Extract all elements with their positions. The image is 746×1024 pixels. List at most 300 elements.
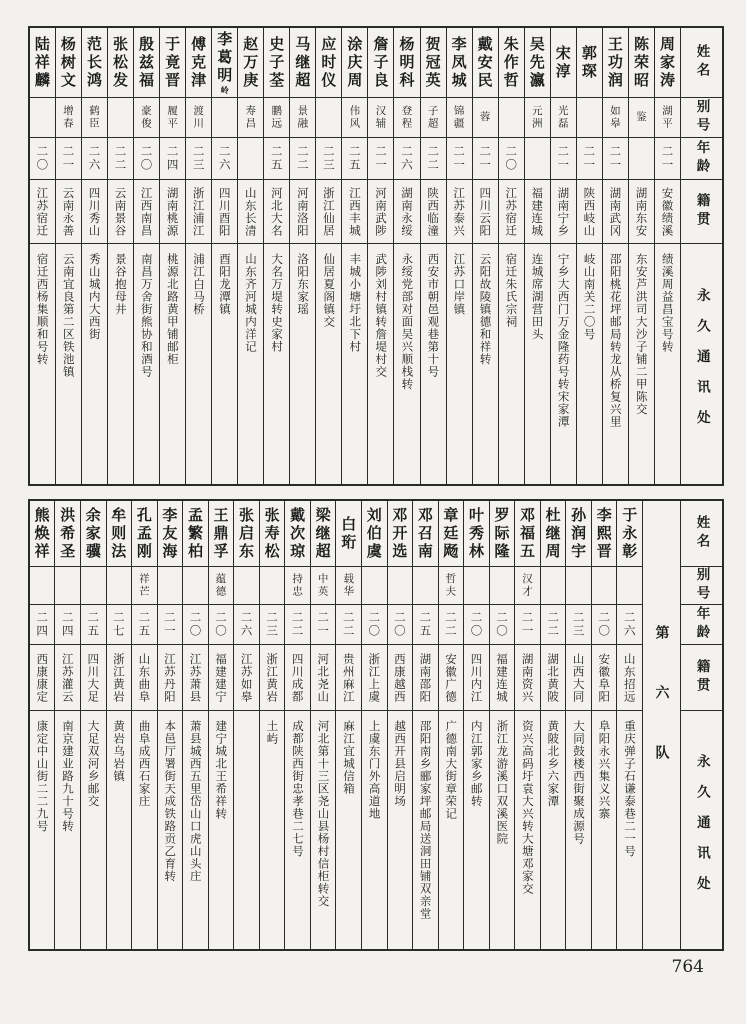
person-origin: 四川内江 (464, 645, 489, 711)
person-column (157, 501, 183, 949)
person-alias: 子超 (421, 98, 446, 138)
person-name: 章廷飏 (439, 501, 464, 567)
person-alias (212, 98, 237, 138)
person-origin: 河北尧山 (311, 645, 336, 711)
person-address: 连城席湖营田头 (530, 253, 545, 341)
person-alias (30, 567, 55, 605)
person-name: 王鼎孚 (209, 501, 234, 567)
person-column (393, 28, 419, 484)
person-address: 酉阳龙潭镇 (218, 253, 232, 316)
person-name: 周家涛 (655, 28, 680, 98)
person-name: 叶秀林 (464, 501, 489, 567)
person-column (438, 501, 464, 949)
person-column (131, 501, 157, 949)
person-origin: 安徽广德 (439, 645, 464, 711)
header-address-label: 永久通讯处 (693, 753, 710, 907)
person-age: 二三 (186, 138, 211, 180)
person-age: 二〇 (134, 138, 159, 180)
person-column (208, 501, 234, 949)
person-name: 邓福五 (515, 501, 540, 567)
person-name: 贺冠英 (421, 28, 446, 98)
roster-table-top (28, 26, 724, 486)
person-address: 绩溪周益昌宝号转 (660, 253, 675, 353)
person-address: 广德南大街章荣记 (444, 720, 459, 820)
person-address: 大足双河乡邮交 (86, 720, 101, 808)
person-alias: 渡川 (186, 98, 211, 138)
person-origin: 浙江上虞 (362, 645, 387, 711)
person-alias: 如皋 (603, 98, 628, 138)
person-origin: 贵州麻江 (336, 645, 361, 711)
person-column (463, 501, 489, 949)
person-age: 二四 (160, 138, 185, 180)
person-age: 二二 (290, 138, 315, 180)
person-name: 张寿松 (260, 501, 285, 567)
person-origin: 湖北黄陂 (541, 645, 566, 711)
header-origin-label: 籍贯 (681, 645, 722, 711)
person-address: 曲阜成西石家庄 (137, 720, 152, 808)
person-origin: 河南武陟 (368, 180, 393, 244)
person-column (211, 28, 237, 484)
person-alias (388, 567, 413, 605)
person-name: 熊焕祥 (30, 501, 55, 567)
person-name: 杜继周 (541, 501, 566, 567)
person-origin: 江苏宿迁 (30, 180, 55, 244)
person-alias (490, 567, 515, 605)
person-age: 二六 (212, 138, 237, 180)
person-column (233, 501, 259, 949)
person-origin: 江苏泰兴 (447, 180, 472, 244)
person-name: 洪希圣 (55, 501, 80, 567)
person-alias (413, 567, 438, 605)
person-column (55, 28, 81, 484)
person-name: 陆祥麟 (30, 28, 55, 98)
person-address: 云阳故陵镇德和祥转 (478, 253, 493, 366)
person-alias: 汉才 (515, 567, 540, 605)
person-origin: 浙江仙居 (316, 180, 341, 244)
person-alias: 哲夫 (439, 567, 464, 605)
person-column (310, 501, 336, 949)
person-address: 大同鼓楼西街聚成源号 (571, 720, 586, 845)
person-age: 二〇 (209, 605, 234, 645)
person-address: 东安芦洪司大沙子铺二甲陈交 (634, 253, 649, 416)
person-column (159, 28, 185, 484)
person-column (540, 501, 566, 949)
header-age-label: 年龄 (681, 138, 722, 180)
person-origin: 浙江黄岩 (260, 645, 285, 711)
person-alias: 祥芒 (132, 567, 157, 605)
person-alias: 鹏远 (264, 98, 289, 138)
person-name: 史子荃 (264, 28, 289, 98)
person-age: 二二 (439, 605, 464, 645)
person-age: 二〇 (464, 605, 489, 645)
person-alias (362, 567, 387, 605)
person-alias: 豪俊 (134, 98, 159, 138)
person-alias (183, 567, 208, 605)
person-name: 涂庆周 (342, 28, 367, 98)
person-name: 于竟晋 (160, 28, 185, 98)
person-address: 武陟刘村镇转詹堤村交 (374, 253, 389, 378)
person-name: 杨明科 (394, 28, 419, 98)
person-column (335, 501, 361, 949)
person-name: 戴次琼 (285, 501, 310, 567)
person-age: 二六 (394, 138, 419, 180)
person-age: 二一 (551, 138, 576, 180)
person-name: 杨树文 (56, 28, 81, 98)
person-origin: 福建连城 (525, 180, 550, 244)
person-column (367, 28, 393, 484)
person-column (591, 501, 617, 949)
person-address: 西安市朝邑观巷第十号 (426, 253, 441, 378)
person-origin: 河南洛阳 (290, 180, 315, 244)
person-column (576, 28, 602, 484)
person-name: 刘伯虞 (362, 501, 387, 567)
person-column (387, 501, 413, 949)
person-column (289, 28, 315, 484)
person-name: 张松发 (108, 28, 133, 98)
person-column (182, 501, 208, 949)
person-age: 二一 (655, 138, 680, 180)
person-age: 二三 (566, 605, 591, 645)
person-column (412, 501, 438, 949)
person-alias: 湖平 (655, 98, 680, 138)
person-origin: 江苏萧县 (183, 645, 208, 711)
person-address: 永绥党部对面吴兴顺栈转 (400, 253, 415, 391)
person-age: 二〇 (30, 138, 55, 180)
person-address: 云南宜良第二区铁池镇 (61, 253, 76, 378)
person-address: 建宁城北王希祥转 (214, 720, 229, 820)
person-age: 二〇 (362, 605, 387, 645)
person-alias (158, 567, 183, 605)
person-address: 萧县城西五里岱山口虎山头庄 (188, 720, 203, 883)
person-alias (566, 567, 591, 605)
person-origin: 山东长清 (238, 180, 263, 244)
person-column (54, 501, 80, 949)
person-name: 孙润宇 (566, 501, 591, 567)
person-alias (592, 567, 617, 605)
header-name-label: 姓名 (681, 28, 722, 98)
person-alias: 登程 (394, 98, 419, 138)
person-origin: 江西丰城 (342, 180, 367, 244)
person-origin: 江苏灌云 (55, 645, 80, 711)
person-origin: 河北大名 (264, 180, 289, 244)
team-column (642, 501, 680, 949)
person-alias (541, 567, 566, 605)
person-age: 二三 (260, 605, 285, 645)
person-address: 重庆弹子石谦泰巷二一号 (623, 720, 638, 858)
person-age: 二六 (234, 605, 259, 645)
person-column (498, 28, 524, 484)
person-column (341, 28, 367, 484)
person-alias (30, 98, 55, 138)
person-alias: 载华 (336, 567, 361, 605)
person-alias: 元洲 (525, 98, 550, 138)
person-alias: 蓉 (473, 98, 498, 138)
person-column (550, 28, 576, 484)
person-column (107, 28, 133, 484)
person-address: 内江郭家乡邮转 (469, 720, 484, 808)
person-address: 大名万堤转史家村 (270, 253, 285, 353)
header-alias-label: 别号 (681, 98, 722, 138)
person-name: 张启东 (234, 501, 259, 567)
person-alias (55, 567, 80, 605)
person-address: 黄岩乌岩镇 (112, 720, 127, 783)
person-name: 吴先瀛 (525, 28, 550, 98)
person-alias (316, 98, 341, 138)
person-column (81, 28, 107, 484)
person-address: 山东齐河城内洋记 (244, 253, 259, 353)
person-age: 二一 (158, 605, 183, 645)
person-column (106, 501, 132, 949)
person-origin: 江苏如皋 (234, 645, 259, 711)
person-origin: 云南永善 (56, 180, 81, 244)
header-alias-label: 别号 (681, 567, 722, 605)
person-name: 李熙晋 (592, 501, 617, 567)
person-origin: 江苏丹阳 (158, 645, 183, 711)
person-age: 二〇 (388, 605, 413, 645)
person-origin: 湖南东安 (629, 180, 654, 244)
person-origin: 湖南武冈 (603, 180, 628, 244)
person-name: 郭琛 (577, 28, 602, 98)
person-address: 黄陂北乡六家潭 (546, 720, 561, 808)
person-column (472, 28, 498, 484)
person-name: 罗际隆 (490, 501, 515, 567)
person-age: 二六 (617, 605, 642, 645)
person-alias (617, 567, 642, 605)
person-column (259, 501, 285, 949)
person-column (514, 501, 540, 949)
person-address: 河北第十三区尧山县杨村信柜转交 (316, 720, 331, 908)
person-column (237, 28, 263, 484)
person-alias (234, 567, 259, 605)
person-origin: 山东招远 (617, 645, 642, 711)
person-column (30, 28, 55, 484)
person-age: 二五 (81, 605, 106, 645)
header-address-label: 永久通讯处 (693, 287, 710, 441)
person-address: 越西开县启明场 (393, 720, 408, 808)
person-address: 资兴高码圩袁大兴转大塘邓家交 (520, 720, 535, 895)
header-name-label: 姓名 (681, 501, 722, 567)
person-age: 二〇 (499, 138, 524, 180)
person-name: 赵万庚 (238, 28, 263, 98)
person-age (238, 138, 263, 180)
person-name: 王功润 (603, 28, 628, 98)
person-address: 景谷抱母井 (113, 253, 128, 316)
person-age: 二五 (342, 138, 367, 180)
person-origin: 四川酉阳 (212, 180, 237, 244)
person-origin: 陕西临潼 (421, 180, 446, 244)
person-alias: 伟风 (342, 98, 367, 138)
person-address: 仙居夏阁镇交 (322, 253, 337, 328)
person-age: 二一 (447, 138, 472, 180)
person-column (315, 28, 341, 484)
person-name: 孟繁柏 (183, 501, 208, 567)
person-address: 土屿 (265, 720, 280, 745)
person-age: 二二 (336, 605, 361, 645)
person-origin: 湖南宁乡 (551, 180, 576, 244)
person-alias: 景融 (290, 98, 315, 138)
person-alias (499, 98, 524, 138)
person-age: 二七 (107, 605, 132, 645)
person-alias (260, 567, 285, 605)
person-alias (577, 98, 602, 138)
person-origin: 西康越西 (388, 645, 413, 711)
person-age: 二五 (264, 138, 289, 180)
person-origin: 江苏宿迁 (499, 180, 524, 244)
person-age: 二五 (132, 605, 157, 645)
person-age: 二二 (108, 138, 133, 180)
person-origin: 山东曲阜 (132, 645, 157, 711)
person-column (420, 28, 446, 484)
person-name: 马继超 (290, 28, 315, 98)
person-address: 南京建业路九十号转 (61, 720, 76, 833)
person-age: 二四 (55, 605, 80, 645)
person-alias: 持忠 (285, 567, 310, 605)
person-origin: 云南景谷 (108, 180, 133, 244)
person-column (80, 501, 106, 949)
person-address: 南昌万舍街熊协和酒号 (139, 253, 154, 378)
person-column (284, 501, 310, 949)
person-origin: 福建建宁 (209, 645, 234, 711)
row-header-column-bottom (680, 501, 722, 949)
person-address: 桃源北路黄甲铺邮柜 (165, 253, 180, 366)
person-origin: 山西大同 (566, 645, 591, 711)
person-column (263, 28, 289, 484)
person-name: 邓开选 (388, 501, 413, 567)
person-column (565, 501, 591, 949)
person-name: 殷兹福 (134, 28, 159, 98)
person-column (524, 28, 550, 484)
person-age: 二三 (316, 138, 341, 180)
person-origin: 四川秀山 (82, 180, 107, 244)
person-alias: 汉辅 (368, 98, 393, 138)
person-name: 朱作哲 (499, 28, 524, 98)
person-address: 丰城小塘圩北下村 (348, 253, 363, 353)
person-name: 傅克津 (186, 28, 211, 98)
person-column (30, 501, 55, 949)
person-alias: 增春 (56, 98, 81, 138)
person-alias: 中英 (311, 567, 336, 605)
person-origin: 四川大足 (81, 645, 106, 711)
person-name: 白珩 (336, 501, 361, 567)
person-address: 邵阳南乡郦家坪邮局送洞田铺双亲堂 (418, 720, 433, 920)
person-age: 二二 (541, 605, 566, 645)
person-name: 范长鸿 (82, 28, 107, 98)
person-origin: 湖南桃源 (160, 180, 185, 244)
person-name: 李凤城 (447, 28, 472, 98)
person-address: 江苏口岸镇 (452, 253, 467, 316)
person-name: 余家骥 (81, 501, 106, 567)
person-origin: 浙江浦江 (186, 180, 211, 244)
person-age: 二二 (421, 138, 446, 180)
person-name: 梁继超 (311, 501, 336, 567)
person-address: 宁乡大西门万金隆药号转宋家潭 (556, 253, 571, 428)
person-age: 二〇 (592, 605, 617, 645)
person-name: 于永彰 (617, 501, 642, 567)
person-address: 秀山城内大西街 (87, 253, 102, 341)
person-alias: 鉴 (629, 98, 654, 138)
person-address: 浦江白马桥 (191, 253, 206, 316)
person-alias: 寿昌 (238, 98, 263, 138)
person-alias (107, 567, 132, 605)
person-alias: 锦疆 (447, 98, 472, 138)
person-origin: 安徽绩溪 (655, 180, 680, 244)
person-column (602, 28, 628, 484)
person-age: 二〇 (183, 605, 208, 645)
person-name: 孔孟刚 (132, 501, 157, 567)
person-name: 李葛明 岭 (212, 28, 237, 98)
person-age: 二六 (82, 138, 107, 180)
person-address: 本邑厅署街天成铁路贡乙育转 (163, 720, 178, 883)
person-address: 洛阳东家瑶 (296, 253, 311, 316)
person-origin: 陕西岐山 (577, 180, 602, 244)
person-age: 二〇 (490, 605, 515, 645)
person-column (446, 28, 472, 484)
person-address: 上虞东门外高道地 (367, 720, 382, 820)
person-name-note: 岭 (220, 86, 230, 94)
person-alias: 鹤臣 (82, 98, 107, 138)
person-age: 二二 (285, 605, 310, 645)
person-name: 应时仪 (316, 28, 341, 98)
person-alias: 履平 (160, 98, 185, 138)
person-age: 二一 (577, 138, 602, 180)
person-column (628, 28, 654, 484)
person-origin: 湖南邵阳 (413, 645, 438, 711)
person-age (525, 138, 550, 180)
row-header-column-top (680, 28, 722, 484)
person-name: 詹子良 (368, 28, 393, 98)
person-age: 二一 (473, 138, 498, 180)
person-name: 宋淳 (551, 28, 576, 98)
person-column (489, 501, 515, 949)
person-name: 邓召南 (413, 501, 438, 567)
person-column (133, 28, 159, 484)
person-column (654, 28, 680, 484)
person-alias (81, 567, 106, 605)
person-age: 二四 (30, 605, 55, 645)
person-alias (108, 98, 133, 138)
person-address: 浙江龙游溪口双溪医院 (495, 720, 510, 845)
person-address: 康定中山街二二九号 (35, 720, 50, 833)
roster-table-bottom (28, 499, 724, 951)
person-name: 牟则法 (107, 501, 132, 567)
person-alias (464, 567, 489, 605)
person-age: 二一 (603, 138, 628, 180)
person-origin: 湖南资兴 (515, 645, 540, 711)
person-age: 二一 (311, 605, 336, 645)
header-origin-label: 籍贯 (681, 180, 722, 244)
page-number: 764 (671, 957, 704, 977)
person-address: 邵阳桃花坪邮局转龙从桥复兴里 (608, 253, 623, 428)
person-address: 宿迁西杨集顺和号转 (35, 253, 50, 366)
person-age: 二一 (515, 605, 540, 645)
person-origin: 江西南昌 (134, 180, 159, 244)
person-age: 二一 (368, 138, 393, 180)
person-column (185, 28, 211, 484)
person-alias: 光磊 (551, 98, 576, 138)
person-address: 阜阳永兴集义兴寨 (597, 720, 612, 820)
person-origin: 四川成都 (285, 645, 310, 711)
person-column (361, 501, 387, 949)
person-origin: 福建连城 (490, 645, 515, 711)
person-origin: 安徽阜阳 (592, 645, 617, 711)
person-address: 宿迁朱氏宗祠 (504, 253, 519, 328)
person-alias: 蕴德 (209, 567, 234, 605)
person-address: 麻江宜城信箱 (342, 720, 357, 795)
person-origin: 湖南永绥 (394, 180, 419, 244)
person-address (234, 711, 259, 949)
person-origin: 西康康定 (30, 645, 55, 711)
team-label: 第六队 (653, 625, 670, 805)
